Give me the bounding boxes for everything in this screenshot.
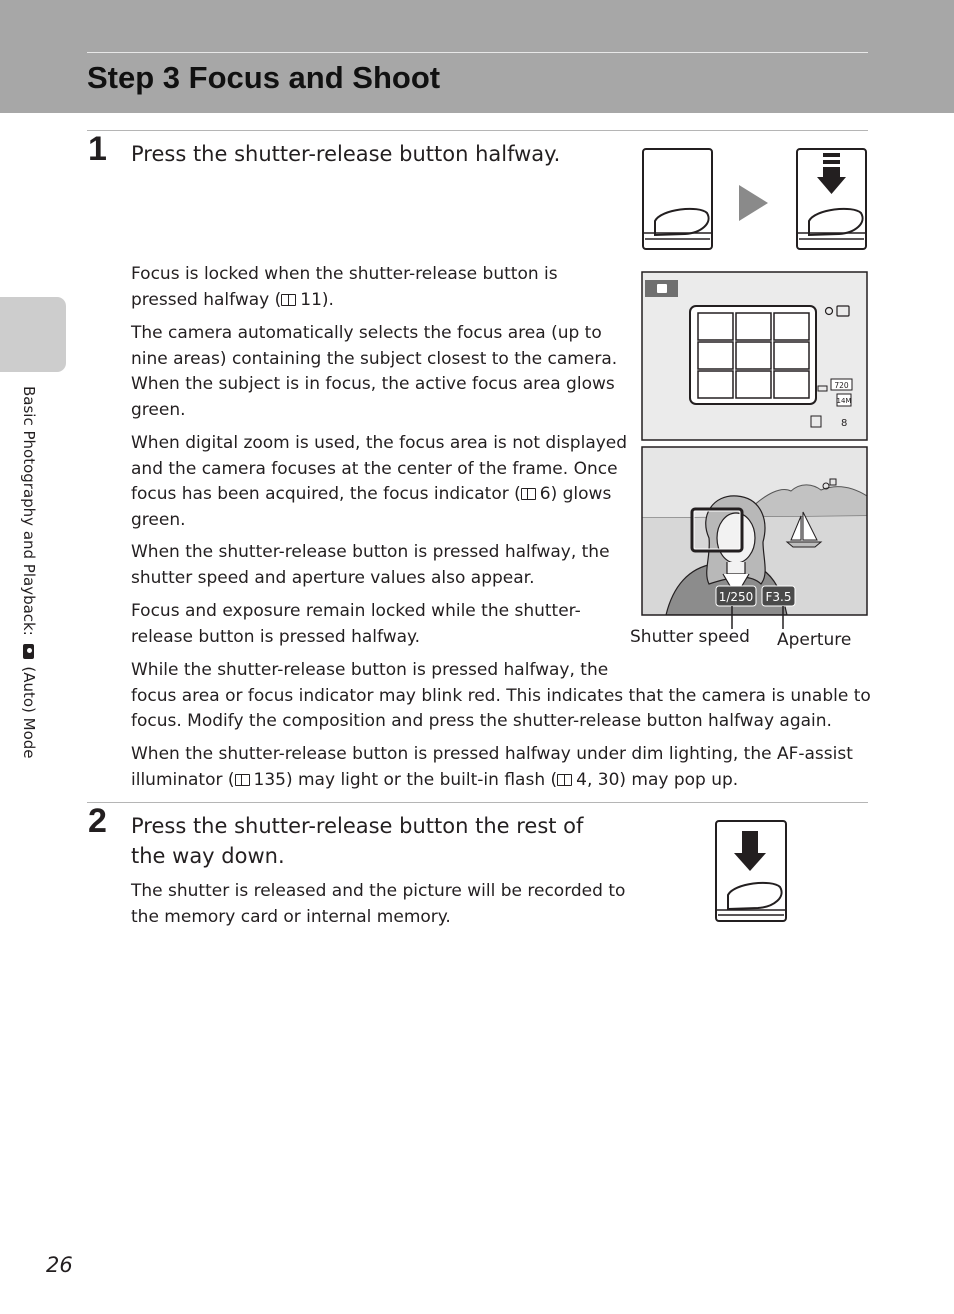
- section-tab: [0, 297, 66, 372]
- page-reference-icon: [281, 294, 296, 306]
- button-half-pressed-icon: [797, 149, 866, 249]
- page-reference-icon: [557, 774, 572, 786]
- button-unpressed-icon: [643, 149, 712, 249]
- step2-body: The shutter is released and the picture will be recorded to the memory card or internal memory.: [131, 881, 626, 927]
- step1-paragraph-5: Focus and exposure remain locked while the shutter- release button is pressed halfway.: [131, 601, 581, 647]
- shutter-speed-value: 1/250: [718, 590, 754, 604]
- step1-paragraph-2: The camera automatically selects the focus area (up to nine areas) containing the subject closest to the camera. When the subject is in focus, the active focus area glows green.: [131, 323, 618, 420]
- step1-paragraph-7: When the shutter-release button is pressed halfway under dim lighting, the AF-assist illuminator ( 135) may light or the built-in flash ( 4, 30) may pop up.: [131, 744, 853, 790]
- half-press-illustration: [641, 147, 868, 251]
- image-size-badge: 14M: [836, 397, 852, 405]
- page-number: 26: [46, 1253, 73, 1277]
- camera-mode-icon: [23, 644, 34, 659]
- side-label-suffix: (Auto) Mode: [20, 666, 38, 759]
- page-reference-icon: [235, 774, 250, 786]
- step1-number: 1: [88, 130, 107, 168]
- step1-paragraph-4: When the shutter-release button is pressed halfway, the shutter speed and aperture values also appear.: [131, 542, 610, 588]
- page-reference-icon: [521, 488, 536, 500]
- section-side-label: [20, 386, 38, 759]
- shutter-speed-caption: Shutter speed: [630, 627, 750, 647]
- step1-rule: [87, 130, 868, 131]
- frames-remaining: 8: [841, 418, 848, 429]
- aperture-value: F3.5: [765, 590, 792, 604]
- step1-paragraph-6: While the shutter-release button is pressed halfway, the focus area or focus indicator may blink red. This indicates that the camera is unable to focus. Modify the composition and press the shutter-release button halfway again.: [131, 660, 871, 731]
- arrow-right-icon: [739, 185, 768, 221]
- header-rule: [87, 52, 868, 53]
- step1-paragraph-1: Focus is locked when the shutter-release button is pressed halfway ( 11).: [131, 264, 558, 310]
- movie-size-badge: 720: [834, 381, 849, 390]
- step1-paragraph-3: When digital zoom is used, the focus area is not displayed and the camera focuses at the center of the frame. Once focus has been acquired, the focus indicator ( 6) glows green.: [131, 433, 628, 530]
- side-label-prefix: Basic Photography and Playback:: [20, 386, 38, 636]
- step1-heading: Press the shutter-release button halfway.: [131, 142, 561, 166]
- focus-area-screen: [641, 271, 868, 441]
- page-title: Step 3 Focus and Shoot: [87, 60, 441, 95]
- full-press-illustration: [714, 819, 788, 923]
- step2-heading: Press the shutter-release button the rest of the way down.: [131, 814, 584, 868]
- camera-icon: [657, 284, 667, 293]
- arrow-down-icon: [742, 831, 758, 855]
- step2-number: 2: [88, 802, 107, 840]
- aperture-caption: Aperture: [777, 630, 852, 650]
- step2-rule: [87, 802, 868, 803]
- focus-area-grid: [698, 313, 809, 398]
- shooting-screen-illustration: [641, 446, 868, 616]
